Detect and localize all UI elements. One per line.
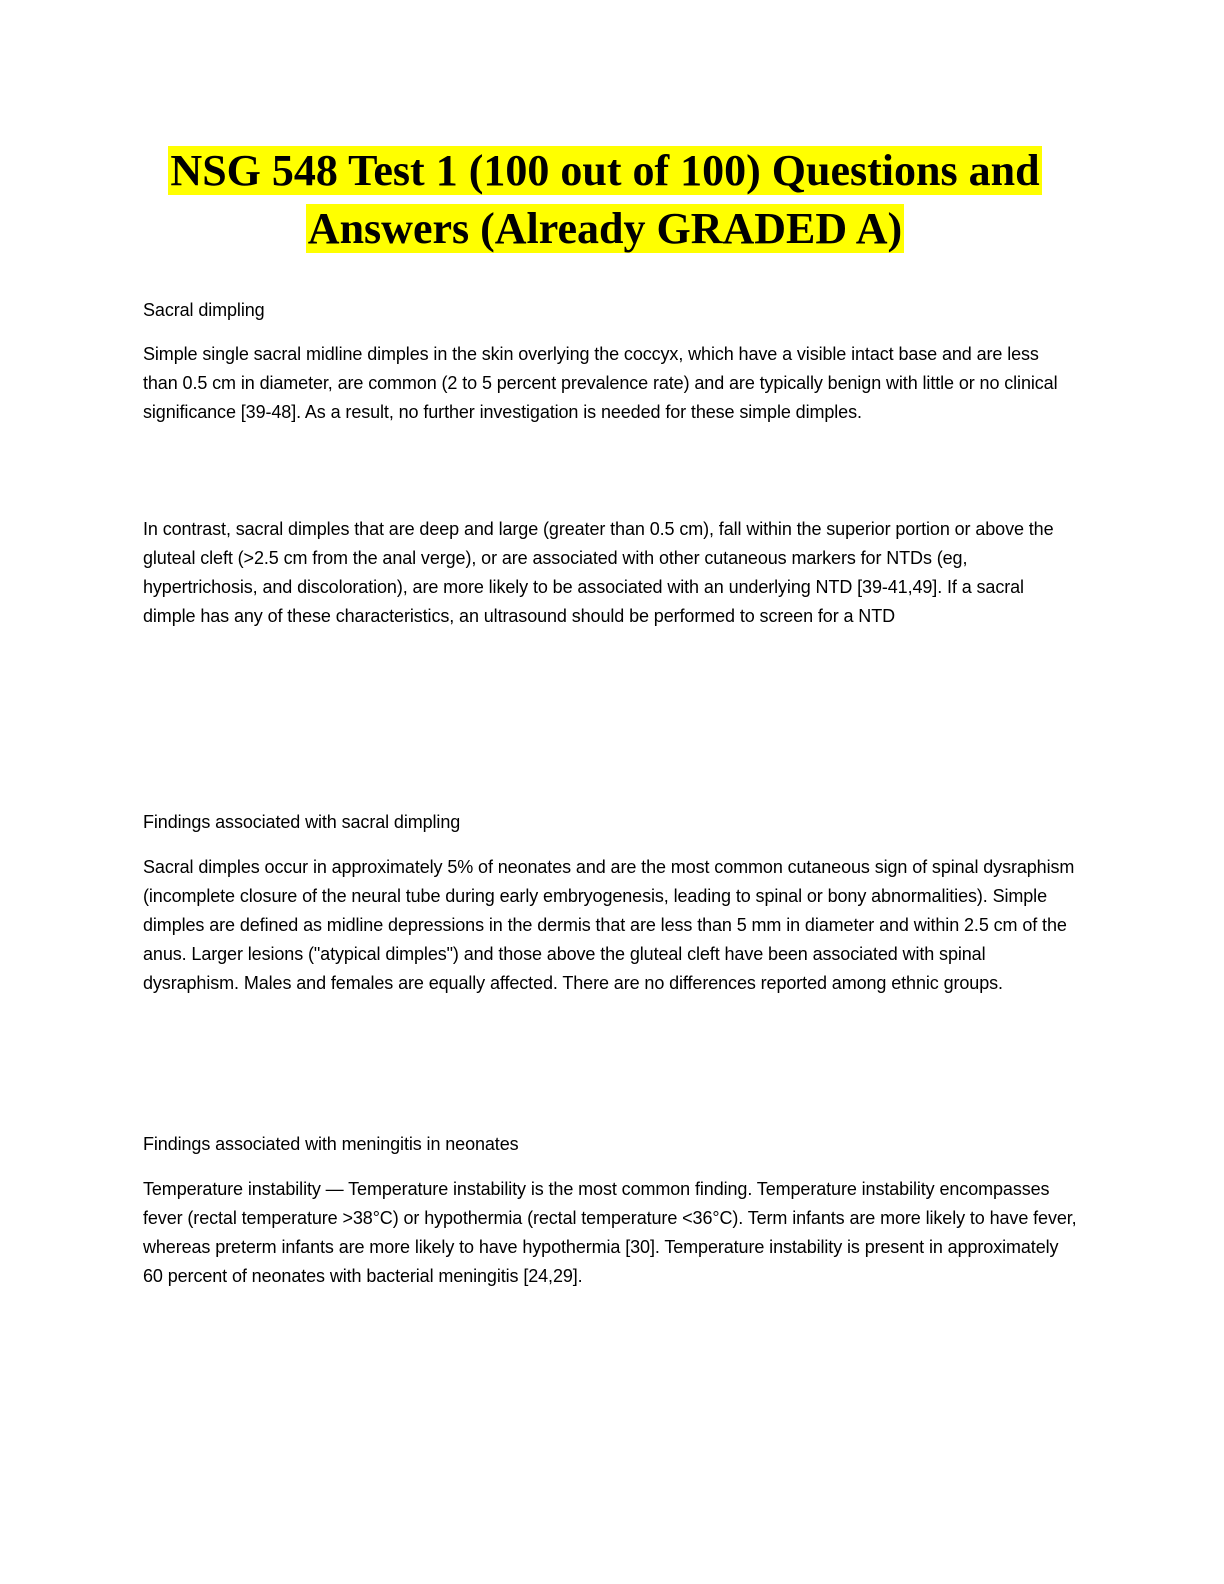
section-heading-sacral-dimpling: Sacral dimpling: [143, 300, 265, 320]
paragraph-temperature-instability: Temperature instability — Temperature instability is the most common finding. Temperature instability encompasses fever (rectal temperature >38°C) or hypothermia (rectal temperature <36°C). Term infants are more likely to have fever, whereas preterm infants are more likely to have hypothermia [30]. Temperature instability is present in approximately 60 percent of neonates with bacterial meningitis [24,29].: [143, 1179, 1077, 1286]
paragraph-sacral-dimple-prevalence: Sacral dimples occur in approximately 5% of neonates and are the most common cutaneous sign of spinal dysraphism (incomplete closure of the neural tube during early embryogenesis, leading to spinal or bony abnormalities). Simple dimples are defined as midline depressions in the dermis that are less than 5 mm in diameter and within 2.5 cm of the anus. Larger lesions ("atypical dimples") and those above the gluteal cleft have been associated with spinal dysraphism. Males and females are equally affected. There are no differences reported among ethnic groups.: [143, 857, 1075, 993]
paragraph-simple-dimples: Simple single sacral midline dimples in the skin overlying the coccyx, which have a visible intact base and are less than 0.5 cm in diameter, are common (2 to 5 percent prevalence rate) and are typically benign with little or no clinical significance [39-48]. As a result, no further investigation is needed for these simple dimples.: [143, 344, 1058, 422]
paragraph-atypical-dimples: In contrast, sacral dimples that are deep and large (greater than 0.5 cm), fall within the superior portion or above the gluteal cleft (>2.5 cm from the anal verge), or are associated with other cutaneous markers for NTDs (eg, hypertrichosis, and discoloration), are more likely to be associated with an underlying NTD [39-41,49]. If a sacral dimple has any of these characteristics, an ultrasound should be performed to screen for a NTD: [143, 519, 1054, 626]
document-title: [140, 142, 1070, 258]
section-heading-meningitis-neonates: Findings associated with meningitis in neonates: [143, 1134, 519, 1154]
title-highlight: NSG 548 Test 1 (100 out of 100) Questions and Answers (Already GRADED A): [170, 146, 1040, 253]
section-heading-findings-sacral-dimpling: Findings associated with sacral dimpling: [143, 812, 461, 832]
